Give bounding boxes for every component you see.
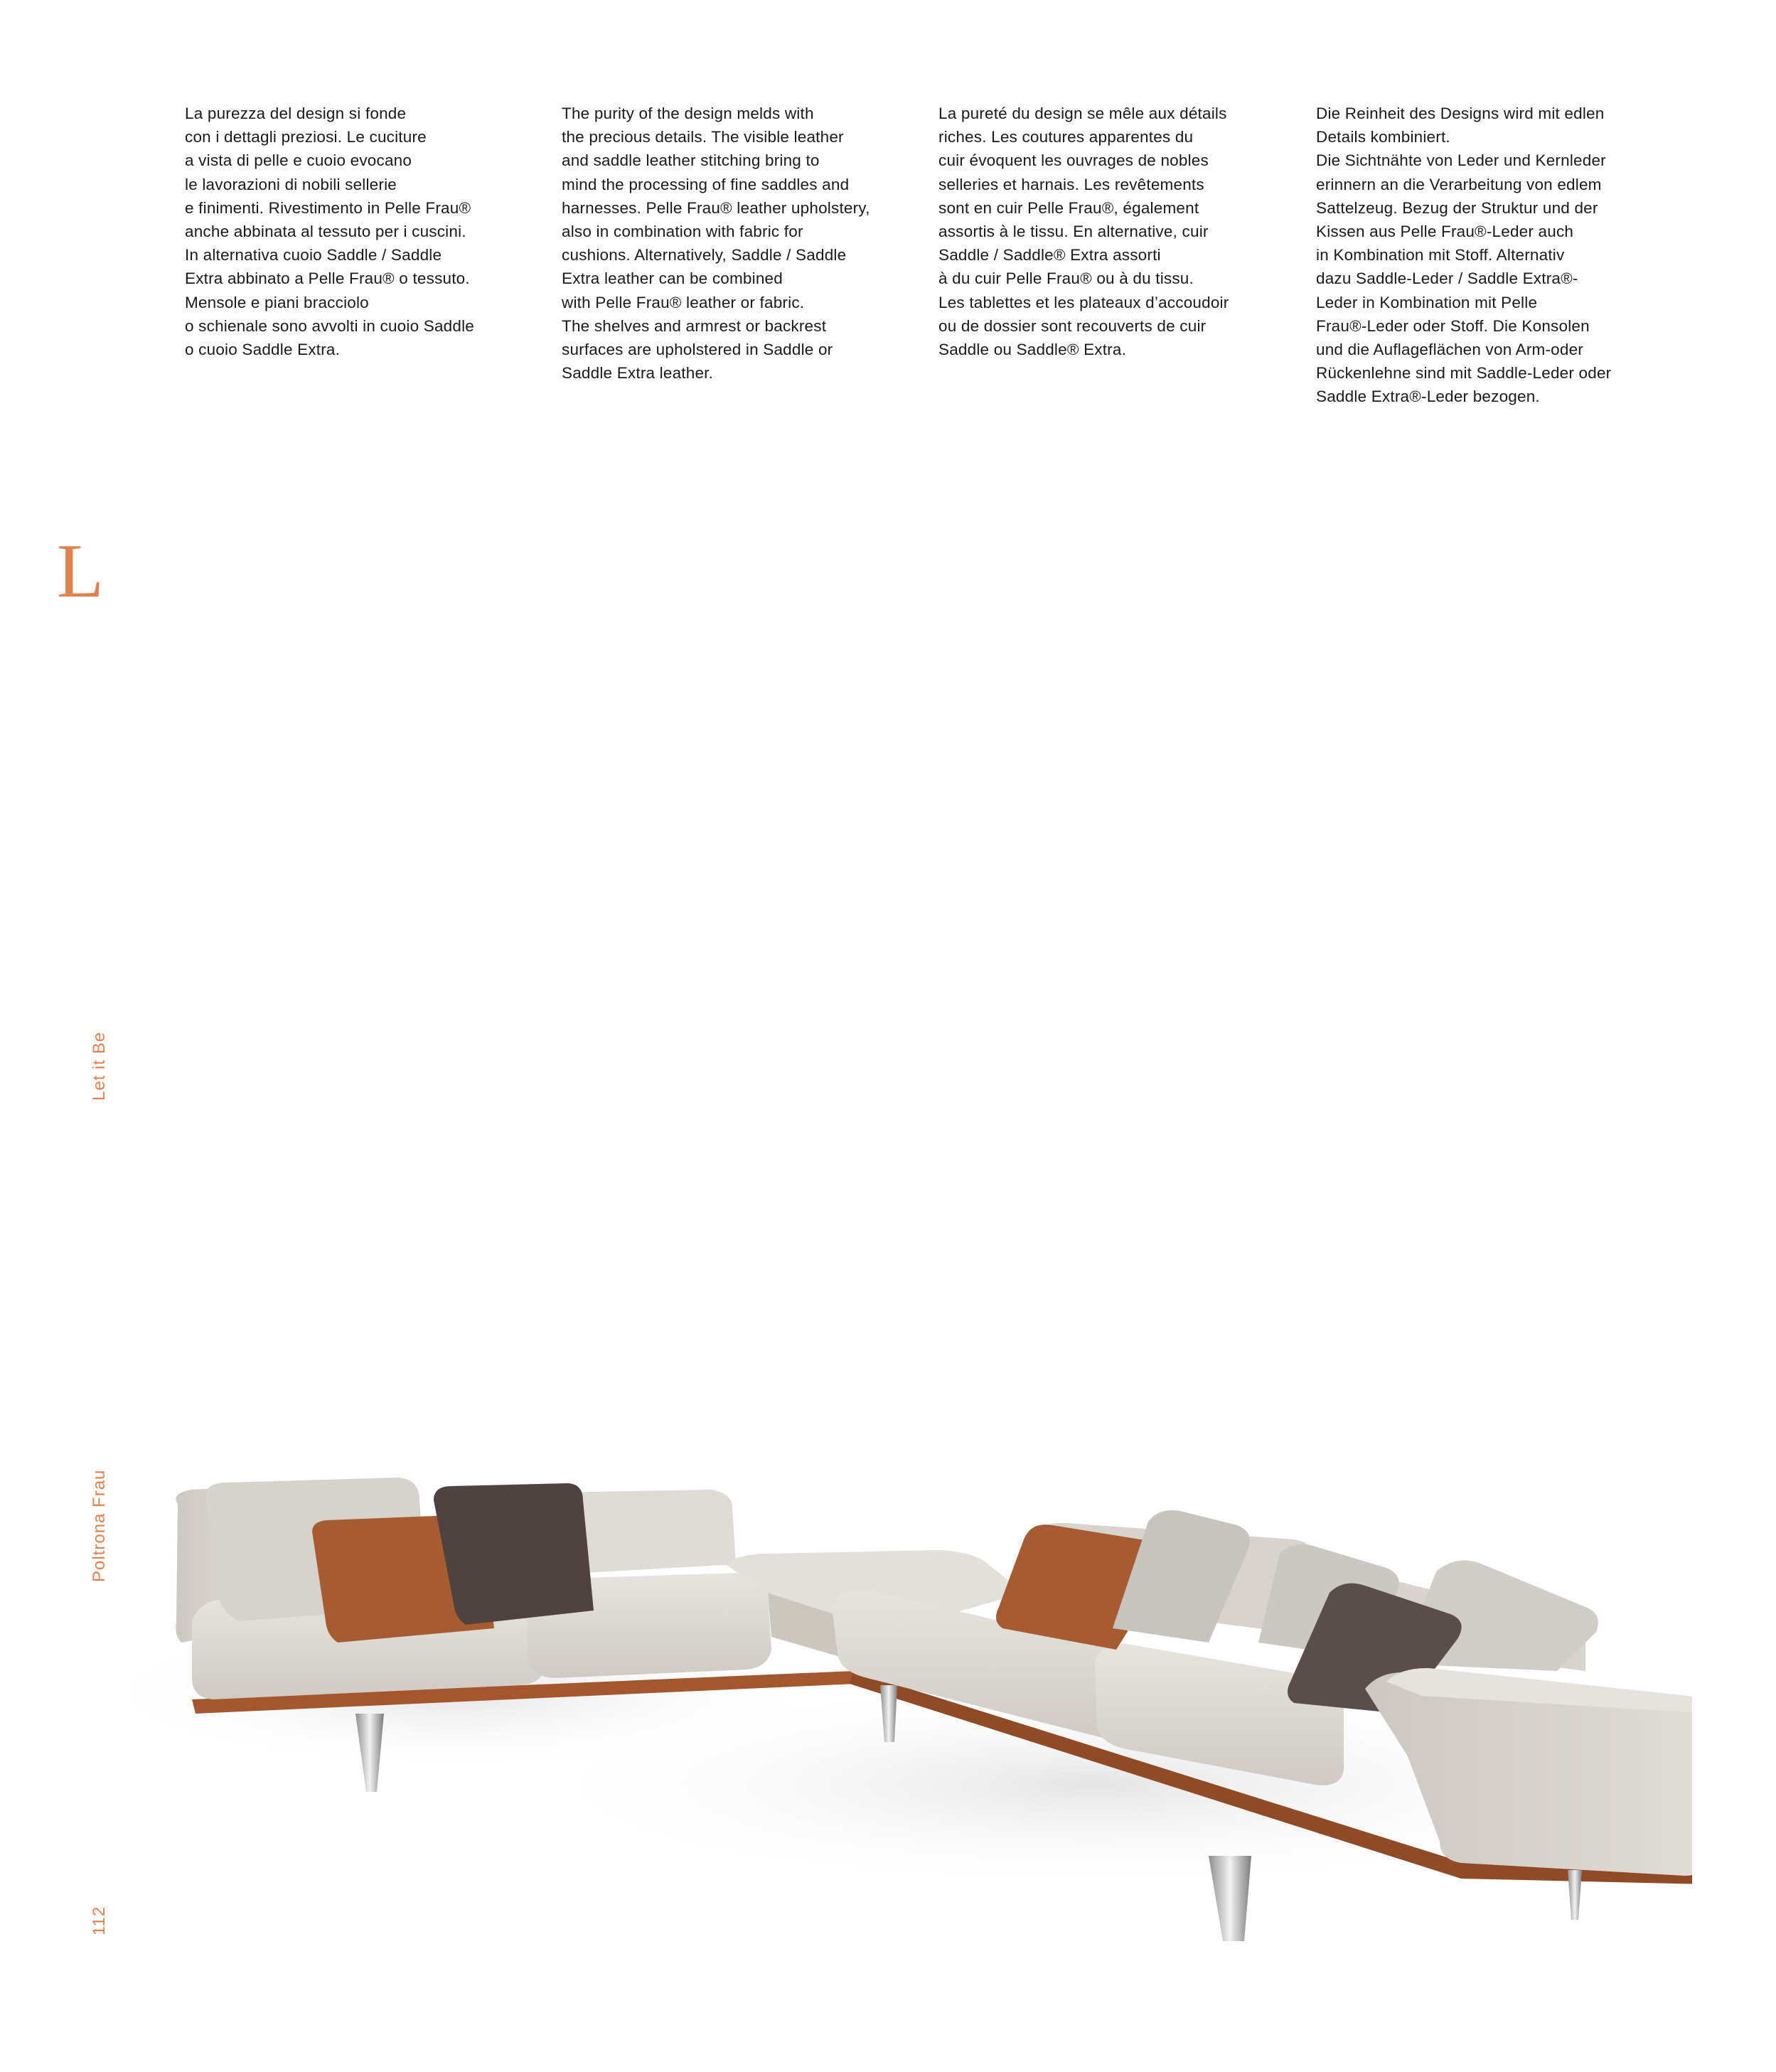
sofa-leg — [1209, 1856, 1251, 1941]
pillow-dark — [434, 1483, 594, 1625]
sofa-leg — [1568, 1870, 1582, 1920]
text-column-french: La pureté du design se mêle aux détails riches. Les coutures apparentes du cuir évoquent les ouvrages de nobles selleries et harnais. Les revêtements sont en cuir Pelle Frau®, également assortis à le tissu. En alternative, cuir Saddle / Saddle® Extra assorti à du cuir Pelle Frau® ou à du tissu. Les tablettes et les plateaux d’accoudoir ou de dossier sont recouverts de cuir Saddle ou Saddle® Extra. — [938, 105, 1229, 359]
text-column-italian: La purezza del design si fonde con i dettagli preziosi. Le cuciture a vista di pelle e cuoio evocano le lavorazioni di nobili sellerie e finimenti. Rivestimento in Pelle Frau® anche abbinata al tessuto per i cuscini. In alternativa cuoio Saddle / Saddle Extra abbinato a Pelle Frau® o tessuto. Mensole e piani bracciolo o schienale sono avvolti in cuoio Saddle o cuoio Saddle Extra. — [185, 105, 475, 359]
collection-name: Let it Be — [90, 1031, 109, 1101]
text-column-german: Die Reinheit des Designs wird mit edlen Details kombiniert. Die Sichtnähte von Leder und Kernleder erinnern an die Verarbeitung von edlem Sattelzeug. Bezug der Struktur und der Kissen aus Pelle Frau®-Leder auch in Kombination mit Stoff. Alternativ dazu Saddle-Leder / Saddle Extra®- Leder in Kombination mit Pelle Frau®-Leder oder Stoff. Die Konsolen und die Auflageflächen von Arm-oder Rückenlehne sind mit Saddle-Leder oder Saddle Extra®-Leder bezogen. — [1316, 105, 1612, 406]
text-column-english: The purity of the design melds with the precious details. The visible leather and saddle leather stitching bring to mind the processing of fine saddles and harnesses. Pelle Frau® leather upholstery, also in combination with fabric for cushions. Alternatively, Saddle / Saddle Extra leather can be combined with Pelle Frau® leather or fabric. The shelves and armrest or backrest surfaces are upholstered in Saddle or Saddle Extra leather. — [562, 105, 870, 383]
brand-name: Poltrona Frau — [90, 1469, 109, 1582]
sofa-photo — [85, 1415, 1692, 1955]
section-letter: L — [57, 529, 104, 614]
page-number: 112 — [90, 1906, 109, 1935]
